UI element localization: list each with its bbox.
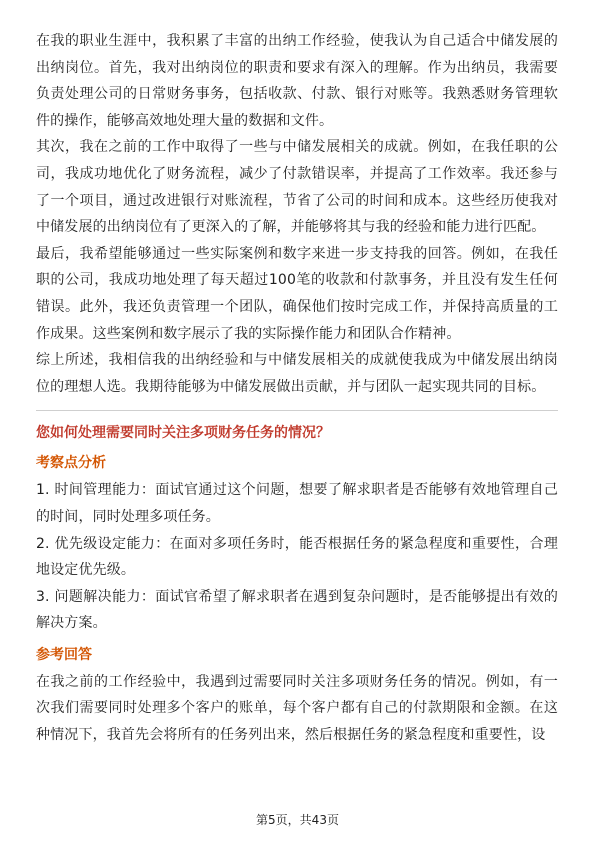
- analysis-heading: 考察点分析: [36, 455, 106, 472]
- page-content: [36, 28, 558, 749]
- body-paragraph: 其次，我在之前的工作中取得了一些与中储发展相关的成就。例如，在我任职的公司，我成功地优化了财务流程，减少了付款错误率，并提高了工作效率。我还参与了一个项目，通过改进银行对账流程，节省了公司的时间和成本。这些经历使我对中储发展的出纳岗位有了更深入的了解，并能够将其与我的经验和能力进行匹配。: [36, 139, 558, 236]
- body-paragraph: 最后，我希望能够通过一些实际案例和数字来进一步支持我的回答。例如，在我任职的公司，我成功地处理了每天超过100笔的收款和付款事务，并且没有发生任何错误。此外，我还负责管理一个团队，确保他们按时完成工作，并保持高质量的工作成果。这些案例和数字展示了我的实际操作能力和团队合作精神。: [36, 245, 558, 342]
- analysis-item: 3. 问题解决能力：面试官希望了解求职者在遇到复杂问题时，是否能够提出有效的解决方案。: [36, 588, 558, 632]
- body-paragraph: 在我的职业生涯中，我积累了丰富的出纳工作经验，使我认为自己适合中储发展的出纳岗位。首先，我对出纳岗位的职责和要求有深入的理解。作为出纳员，我需要负责处理公司的日常财务事务，包括收款、付款、银行对账等。我熟悉财务管理软件的操作，能够高效地处理大量的数据和文件。: [36, 33, 558, 129]
- answer-paragraph: 在我之前的工作经验中，我遇到过需要同时关注多项财务任务的情况。例如，有一次我们需要同时处理多个客户的账单，每个客户都有自己的付款期限和金额。在这种情况下，我首先会将所有的任务列出来，然后根据任务的紧急程度和重要性，设: [36, 673, 558, 744]
- analysis-item: 2. 优先级设定能力：在面对多项任务时，能否根据任务的紧急程度和重要性，合理地设定优先级。: [36, 535, 558, 579]
- answer-heading: 参考回答: [36, 646, 92, 663]
- analysis-item: 1. 时间管理能力：面试官通过这个问题，想要了解求职者是否能够有效地管理自己的时间，同时处理多项任务。: [36, 482, 558, 525]
- page-footer: 第5页，共43页: [256, 813, 339, 827]
- section-divider: [36, 410, 558, 411]
- interview-question: 您如何处理需要同时关注多项财务任务的情况？: [36, 425, 330, 442]
- body-paragraph: 综上所述，我相信我的出纳经验和与中储发展相关的成就使我成为中储发展出纳岗位的理想人选。我期待能够为中储发展做出贡献，并与团队一起实现共同的目标。: [36, 352, 558, 395]
